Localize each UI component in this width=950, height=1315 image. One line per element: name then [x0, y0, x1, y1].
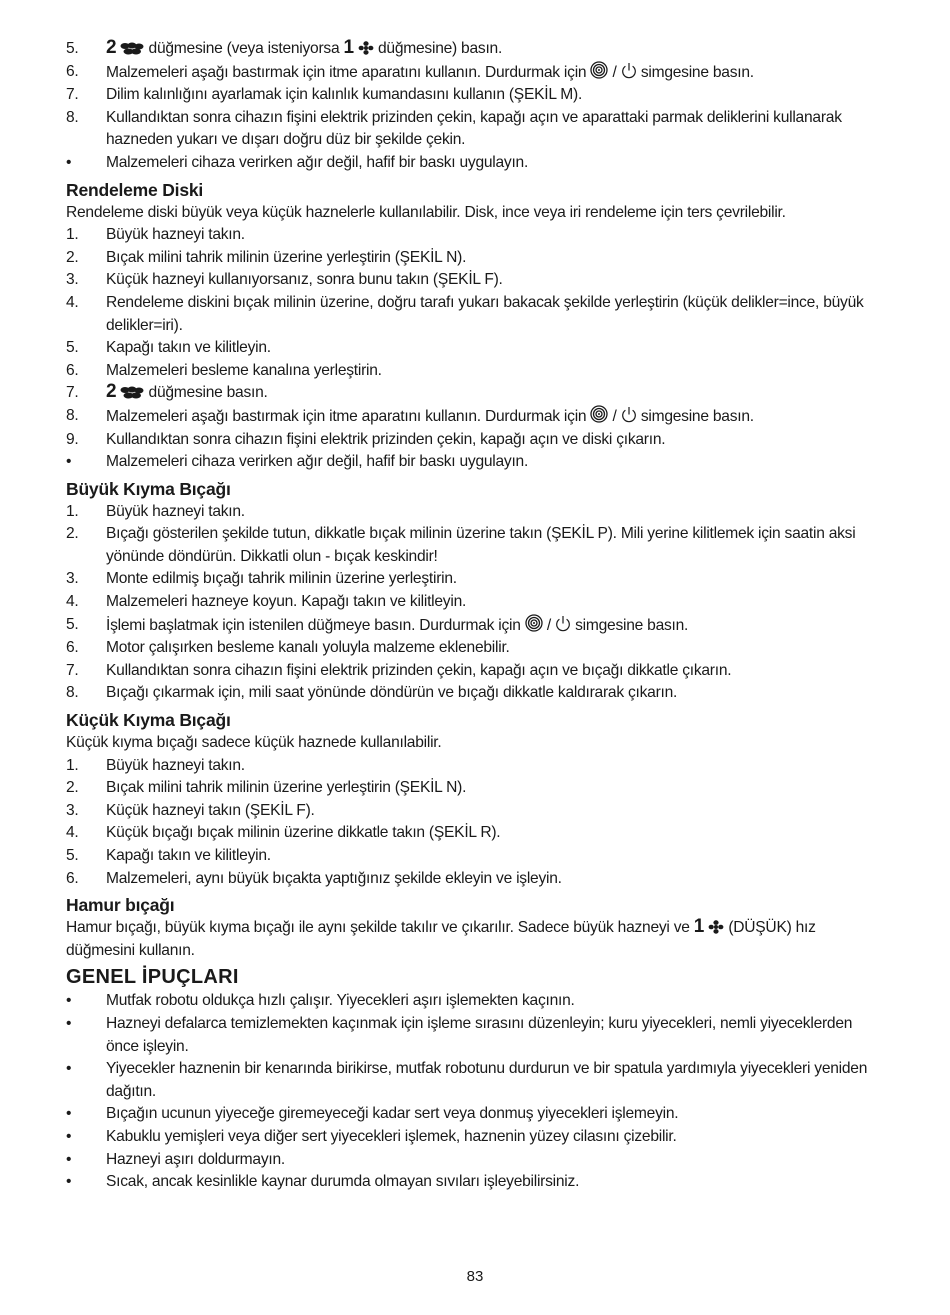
step-number: 1. — [66, 226, 79, 244]
text-run: Malzemeleri cihaza verirken ağır değil, hafif bir baskı uygulayın. — [106, 453, 529, 471]
bullet-item — [66, 1149, 886, 1172]
item-text — [106, 777, 886, 800]
item-text — [106, 38, 886, 61]
step-number: 3. — [66, 570, 79, 588]
item-text — [106, 360, 886, 383]
text-run: düğmesine basın. — [148, 384, 268, 402]
text-run: Kabuklu yemişleri veya diğer sert yiyecekleri işlemek, haznenin yüzey cilasını çizebilir. — [106, 1127, 677, 1145]
bullet-marker: • — [66, 1060, 72, 1078]
heading-grating-disc: Rendeleme Diski — [66, 179, 204, 200]
fan-speed-icon — [708, 919, 724, 936]
text-run: simgesine basın. — [575, 616, 689, 634]
step-number: 9. — [66, 430, 79, 448]
step-number: 3. — [66, 271, 79, 289]
item-text — [106, 269, 886, 292]
text-run: Mutfak robotu oldukça hızlı çalışır. Yiyecekleri aşırı işlemekten kaçının. — [106, 992, 575, 1010]
step-number: 7. — [66, 661, 79, 679]
bullet-marker: • — [66, 1127, 72, 1145]
item-text — [106, 405, 886, 429]
step-item — [66, 800, 886, 823]
step-number: 3. — [66, 801, 79, 819]
step-number: 5. — [66, 40, 79, 57]
step-item — [66, 591, 886, 614]
bullet-marker: • — [66, 1014, 72, 1032]
step-item — [66, 755, 886, 778]
step-number: 1. — [66, 502, 79, 520]
grating-disc-intro: Rendeleme diski büyük veya küçük haznelerle kullanılabilir. Disk, ince veya iri rendeleme için ters çevrilebilir. — [66, 203, 786, 221]
text-run: Motor çalışırken besleme kanalı yoluyla malzeme eklenebilir. — [106, 639, 510, 657]
step-number: 6. — [66, 639, 79, 657]
pulse-spiral-icon — [590, 64, 608, 81]
step-item — [66, 429, 886, 452]
step-number: 6. — [66, 869, 79, 887]
step-item — [66, 84, 886, 107]
pulse-spiral-icon — [525, 617, 543, 634]
step-number: 5. — [66, 615, 79, 633]
bullet-marker: • — [66, 992, 72, 1010]
text-run: Kapağı takın ve kilitleyin. — [106, 847, 271, 864]
text-run: Kullandıktan sonra cihazın fişini elektrik prizinden çekin, kapağı açın ve bıçağı dikkatle çıkarın. — [106, 661, 732, 679]
heading-dough-blade: Hamur bıçağı — [66, 895, 175, 916]
step-number: 7. — [66, 384, 79, 402]
speed-number: 2 — [106, 37, 117, 58]
step-number: 2. — [66, 779, 79, 797]
item-text — [106, 107, 886, 152]
step-number: 8. — [66, 108, 79, 126]
item-text — [106, 755, 886, 778]
step-item — [66, 845, 886, 868]
step-item — [66, 614, 886, 638]
text-run: / — [546, 616, 551, 634]
step-item — [66, 405, 886, 429]
section-continued-slicing — [66, 38, 886, 175]
step-number: 4. — [66, 593, 79, 611]
text-run: Malzemeleri besleme kanalına yerleştirin. — [106, 361, 382, 379]
text-run: Küçük hazneyi takın (ŞEKİL F). — [106, 801, 315, 819]
step-number: 7. — [66, 86, 79, 104]
text-run: İşlemi başlatmak için istenilen düğmeye basın. Durdurmak için — [106, 616, 521, 634]
dough-blade-text — [66, 917, 886, 962]
multi-blade-speed-icon — [120, 384, 144, 401]
page-number: 83 — [466, 1268, 484, 1285]
text-run: / — [612, 63, 617, 81]
item-text — [106, 1013, 886, 1058]
step-number: 4. — [66, 824, 79, 842]
large-blade-steps — [66, 501, 886, 705]
step-item — [66, 637, 886, 660]
text-run: / — [612, 407, 617, 425]
fan-speed-icon — [358, 40, 374, 57]
text-run: düğmesine) basın. — [378, 40, 503, 57]
grating-disc-steps — [66, 224, 886, 474]
bullet-item — [66, 1126, 886, 1149]
step-number: 5. — [66, 847, 79, 864]
text-run: Hamur bıçağı, büyük kıyma bıçağı ile aynı şekilde takılır ve çıkarılır. Sadece büyük hazneyi ve — [66, 919, 690, 937]
text-run: Büyük hazneyi takın. — [106, 226, 245, 244]
item-text — [106, 682, 886, 705]
item-text — [106, 1126, 886, 1149]
text-run: Malzemeleri hazneye koyun. Kapağı takın ve kilitleyin. — [106, 593, 467, 611]
text-run: Kullandıktan sonra cihazın fişini elektrik prizinden çekin, kapağı açın ve aparattaki parmak deliklerini kullanarak hazneden yukarı ve dışarı doğru düz bir şekilde çekin. — [106, 108, 842, 149]
item-text — [106, 1149, 886, 1172]
bullet-marker: • — [66, 453, 72, 471]
heading-small-chopping-blade: Küçük Kıyma Bıçağı — [66, 710, 231, 731]
bullet-marker: • — [66, 1173, 72, 1191]
text-run: Malzemeleri aşağı bastırmak için itme aparatını kullanın. Durdurmak için — [106, 63, 587, 81]
text-run: Kullandıktan sonra cihazın fişini elektrik prizinden çekin, kapağı açın ve diski çıkarın. — [106, 430, 666, 448]
item-text — [106, 337, 886, 360]
text-run: Malzemeleri cihaza verirken ağır değil, hafif bir baskı uygulayın. — [106, 153, 529, 171]
text-run: Malzemeleri aşağı bastırmak için itme aparatını kullanın. Durdurmak için — [106, 407, 587, 425]
step-item — [66, 61, 886, 85]
text-run: Hazneyi aşırı doldurmayın. — [106, 1150, 285, 1168]
bullet-item — [66, 990, 886, 1013]
speed-number: 2 — [106, 381, 117, 403]
step-item — [66, 360, 886, 383]
text-run: Bıçağı gösterilen şekilde tutun, dikkatle bıçak milinin üzerine takın (ŞEKİL P). Mili yerine kilitlemek için saatin aksi yönünde döndürün. Dikkatli olun - bıçak keskindir! — [106, 525, 856, 565]
bullet-item — [66, 1171, 886, 1194]
step-item — [66, 660, 886, 683]
step-item — [66, 292, 886, 337]
item-text — [106, 591, 886, 614]
item-text — [106, 451, 886, 474]
item-text — [106, 990, 886, 1013]
step-number: 5. — [66, 339, 79, 357]
small-blade-steps — [66, 755, 886, 891]
text-run: Bıçak milini tahrik milinin üzerine yerleştirin (ŞEKİL N). — [106, 248, 467, 266]
item-text — [106, 152, 886, 175]
text-run: simgesine basın. — [640, 407, 754, 425]
power-icon — [555, 617, 571, 634]
step-number: 8. — [66, 406, 79, 424]
step-number: 1. — [66, 756, 79, 774]
step-number: 8. — [66, 684, 79, 702]
item-text — [106, 247, 886, 270]
bullet-item — [66, 152, 886, 175]
text-run: simgesine basın. — [640, 63, 754, 81]
item-text — [106, 660, 886, 683]
bullet-marker: • — [66, 1105, 72, 1123]
step-item — [66, 777, 886, 800]
item-text — [106, 382, 886, 405]
text-run: Kapağı takın ve kilitleyin. — [106, 339, 271, 357]
text-run: Bıçağın ucunun yiyeceğe giremeyeceği kadar sert veya donmuş yiyecekleri işlemeyin. — [106, 1105, 679, 1123]
item-text — [106, 614, 886, 638]
step-item — [66, 523, 886, 568]
step-item — [66, 107, 886, 152]
text-run: Rendeleme diskini bıçak milinin üzerine, doğru tarafı yukarı bakacak şekilde yerleştirin (küçük delikler=ince, büyük delikler=iri). — [106, 293, 864, 334]
item-text — [106, 800, 886, 823]
bullet-marker: • — [66, 1150, 72, 1168]
item-text — [106, 637, 886, 660]
item-text — [106, 61, 886, 85]
general-tips-list — [66, 990, 886, 1193]
step-item — [66, 269, 886, 292]
item-text — [106, 429, 886, 452]
power-icon — [621, 408, 637, 425]
step-item — [66, 224, 886, 247]
text-run: Küçük hazneyi kullanıyorsanız, sonra bunu takın (ŞEKİL F). — [106, 271, 503, 289]
step-item — [66, 822, 886, 845]
speed-number: 1 — [343, 37, 354, 58]
heading-large-chopping-blade: Büyük Kıyma Bıçağı — [66, 478, 231, 499]
pulse-spiral-icon — [590, 408, 608, 425]
text-run: Monte edilmiş bıçağı tahrik milinin üzerine yerleştirin. — [106, 570, 457, 588]
bullet-item — [66, 451, 886, 474]
item-text — [106, 1058, 886, 1103]
heading-general-tips: GENEL İPUÇLARI — [66, 966, 239, 989]
step-number: 2. — [66, 525, 79, 543]
text-run: düğmesine (veya isteniyorsa — [148, 40, 340, 57]
item-text — [106, 1103, 886, 1126]
text-run: Küçük bıçağı bıçak milinin üzerine dikkatle takın (ŞEKİL R). — [106, 824, 501, 842]
step-item — [66, 568, 886, 591]
step-item — [66, 247, 886, 270]
text-run: Büyük hazneyi takın. — [106, 502, 245, 520]
small-blade-intro: Küçük kıyma bıçağı sadece küçük haznede kullanılabilir. — [66, 734, 442, 752]
item-text — [106, 501, 886, 524]
item-text — [106, 523, 886, 568]
item-text — [106, 292, 886, 337]
step-item — [66, 382, 886, 405]
bullet-item — [66, 1058, 886, 1103]
power-icon — [621, 64, 637, 81]
item-text — [106, 1171, 886, 1194]
text-run: Sıcak, ancak kesinlikle kaynar durumda olmayan sıvıları işleyebilirsiniz. — [106, 1173, 580, 1191]
step-item — [66, 501, 886, 524]
bullet-item — [66, 1103, 886, 1126]
multi-blade-speed-icon — [120, 40, 144, 57]
text-run: Yiyecekler haznenin bir kenarında birikirse, mutfak robotunu durdurun ve bir spatula yardımıyla yiyecekleri yeniden dağıtın. — [106, 1060, 868, 1100]
step-number: 2. — [66, 248, 79, 266]
step-item — [66, 868, 886, 891]
step-item — [66, 682, 886, 705]
text-run: Malzemeleri, aynı büyük bıçakta yaptığınız şekilde ekleyin ve işleyin. — [106, 869, 562, 887]
item-text — [106, 84, 886, 107]
text-run: Bıçağı çıkarmak için, mili saat yönünde döndürün ve bıçağı dikkatle kaldırarak çıkarın. — [106, 684, 678, 702]
item-text — [106, 868, 886, 891]
bullet-item — [66, 1013, 886, 1058]
step-number: 6. — [66, 62, 79, 80]
speed-number: 1 — [693, 916, 705, 938]
text-run: Büyük hazneyi takın. — [106, 756, 245, 774]
step-item — [66, 38, 886, 61]
step-item — [66, 337, 886, 360]
manual-page — [66, 38, 886, 1194]
step-number: 4. — [66, 293, 79, 311]
item-text — [106, 568, 886, 591]
bullet-marker: • — [66, 153, 72, 171]
text-run: (DÜŞÜK) hız düğmesini kullanın. — [66, 919, 816, 959]
item-text — [106, 224, 886, 247]
text-run: Dilim kalınlığını ayarlamak için kalınlık kumandasını kullanın (ŞEKİL M). — [106, 86, 583, 104]
text-run: Bıçak milini tahrik milinin üzerine yerleştirin (ŞEKİL N). — [106, 779, 467, 797]
item-text — [106, 845, 886, 868]
step-number: 6. — [66, 361, 79, 379]
text-run: Hazneyi defalarca temizlemekten kaçınmak için işleme sırasını düzenleyin; kuru yiyecekleri, nemli yiyeceklerden önce işleyin. — [106, 1014, 853, 1055]
item-text — [106, 822, 886, 845]
